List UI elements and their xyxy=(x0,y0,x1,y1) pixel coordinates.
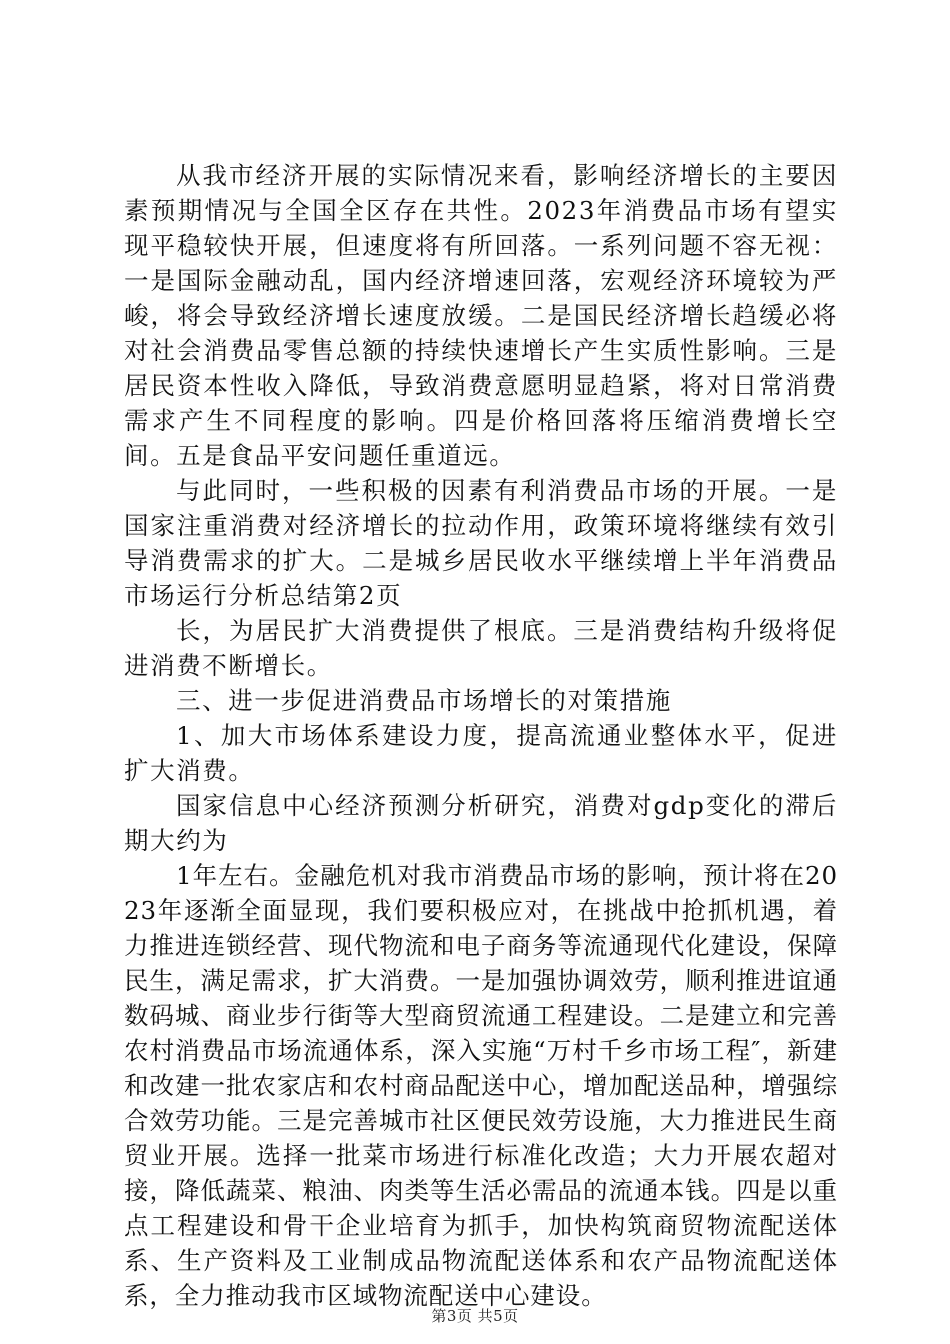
subheading-market-system: 1、加大市场体系建设力度，提高流通业整体水平，促进扩大消费。 xyxy=(124,721,838,785)
document-body xyxy=(124,158,838,1313)
paragraph-economic-factors: 从我市经济开展的实际情况来看，影响经济增长的主要因素预期情况与全国全区存在共性。2023年消费品市场有望实现平稳较快开展，但速度将有所回落。一系列问题不容无视：一是国际金融动乱，国内经济增速回落，宏观经济环境较为严峻，将会导致经济增长速度放缓。二是国民经济增长趋缓必将对社会消费品零售总额的持续快速增长产生实质性影响。三是居民资本性收入降低，导致消费意愿明显趋紧，将对日常消费需求产生不同程度的影响。四是价格回落将压缩消费增长空间。五是食品平安问题任重道远。 xyxy=(124,161,838,470)
paragraph-positive-factors: 与此同时，一些积极的因素有利消费品市场的开展。一是国家注重消费对经济增长的拉动作用，政策环境将继续有效引导消费需求的扩大。二是城乡居民收水平继续增上半年消费品市场运行分析总结第2页 xyxy=(124,476,838,610)
section-heading-measures: 三、进一步促进消费品市场增长的对策措施 xyxy=(176,686,672,715)
paragraph-measures-detail: 1年左右。金融危机对我市消费品市场的影响，预计将在2023年逐渐全面显现，我们要积极应对，在挑战中抢抓机遇，着力推进连锁经营、现代物流和电子商务等流通现代化建设，保障民生，满足需求，扩大消费。一是加强协调效劳，顺利推进谊通数码城、商业步行街等大型商贸流通工程建设。二是建立和完善农村消费品市场流通体系，深入实施“万村千乡市场工程″，新建和改建一批农家店和农村商品配送中心，增加配送品种，增强综合效劳功能。三是完善城市社区便民效劳设施，大力推进民生商贸业开展。选择一批菜市场进行标准化改造；大力开展农超对接，降低蔬菜、粮油、肉类等生活必需品的流通本钱。四是以重点工程建设和骨干企业培育为抓手，加快构筑商贸物流配送体系、生产资料及工业制成品物流配送体系和农产品物流配送体系，全力推动我市区域物流配送中心建设。 xyxy=(124,861,838,1310)
paragraph-continuation: 长，为居民扩大消费提供了根底。三是消费结构升级将促进消费不断增长。 xyxy=(124,616,838,680)
page-number-footer: 第3页 共5页 xyxy=(431,1307,519,1325)
paragraph-research: 国家信息中心经济预测分析研究，消费对gdp变化的滞后期大约为 xyxy=(124,791,838,855)
